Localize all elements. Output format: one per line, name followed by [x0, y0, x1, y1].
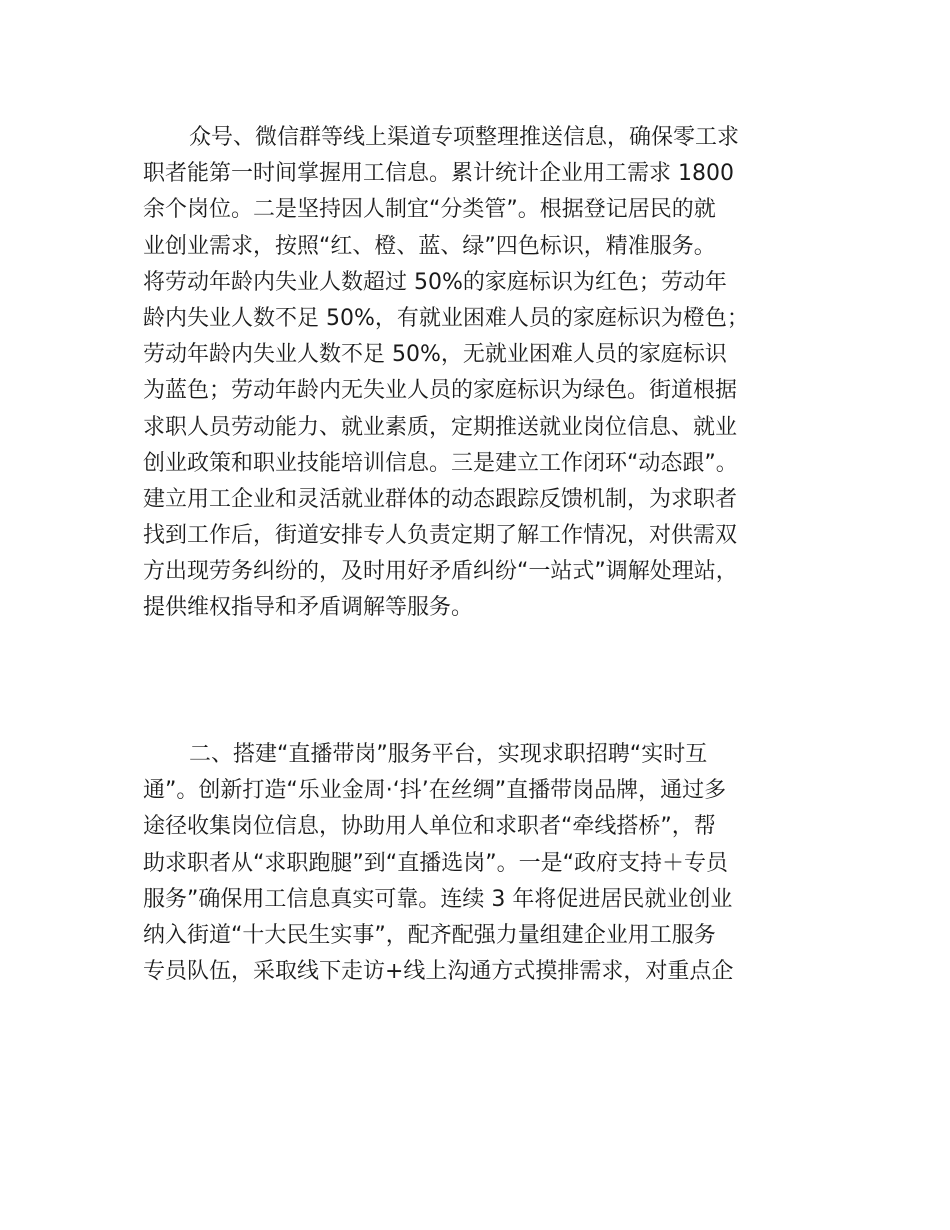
paragraph-line: 服务”确保用工信息真实可靠。连续 3 年将促进居民就业创业	[143, 886, 733, 912]
paragraph-line: 提供维权指导和矛盾调解等服务。	[143, 595, 474, 621]
paragraph-line: 将劳动年龄内失业人数超过 50%的家庭标识为红色；劳动年	[143, 269, 727, 295]
paragraph-line: 劳动年龄内失业人数不足 50%，无就业困难人员的家庭标识	[143, 342, 727, 368]
paragraph-line: 为蓝色；劳动年龄内无失业人员的家庭标识为绿色。街道根据	[143, 378, 738, 404]
paragraph-line: 创业政策和职业技能培训信息。三是建立工作闭环“动态跟”。	[143, 450, 738, 476]
paragraph-line: 龄内失业人数不足 50%，有就业困难人员的家庭标识为橙色；	[143, 305, 749, 331]
paragraph-1	[143, 120, 833, 627]
paragraph-line: 余个岗位。二是坚持因人制宜“分类管”。根据登记居民的就	[143, 197, 716, 223]
paragraph-line: 找到工作后，街道安排专人负责定期了解工作情况，对供需双	[143, 523, 738, 549]
paragraph-line: 途径收集岗位信息，协助用人单位和求职者“牵线搭桥”，帮	[143, 814, 716, 840]
paragraph-line: 纳入街道“十大民生实事”，配齐配强力量组建企业用工服务	[143, 922, 716, 948]
paragraph-line: 专员队伍，采取线下走访+线上沟通方式摸排需求，对重点企	[143, 959, 734, 985]
paragraph-line: 助求职者从“求职跑腿”到“直播选岗”。一是“政府支持＋专员	[143, 850, 728, 876]
paragraph-line: 业创业需求，按照“红、橙、蓝、绿”四色标识，精准服务。	[143, 233, 716, 259]
paragraph-line: 求职人员劳动能力、就业素质，定期推送就业岗位信息、就业	[143, 414, 738, 440]
paragraph-2	[143, 737, 833, 990]
paragraph-line: 众号、微信群等线上渠道专项整理推送信息，确保零工求	[189, 125, 740, 150]
paragraph-line: 职者能第一时间掌握用工信息。累计统计企业用工需求 1800	[143, 161, 734, 187]
paragraph-line: 建立用工企业和灵活就业群体的动态跟踪反馈机制，为求职者	[143, 486, 738, 512]
paragraph-line: 二、搭建“直播带岗”服务平台，实现求职招聘“实时互	[189, 742, 708, 767]
paragraph-line: 通”。创新打造“乐业金周·‘抖’在丝绸”直播带岗品牌，通过多	[143, 778, 727, 804]
paragraph-line: 方出现劳务纠纷的，及时用好矛盾纠纷“一站式”调解处理站，	[143, 559, 738, 585]
